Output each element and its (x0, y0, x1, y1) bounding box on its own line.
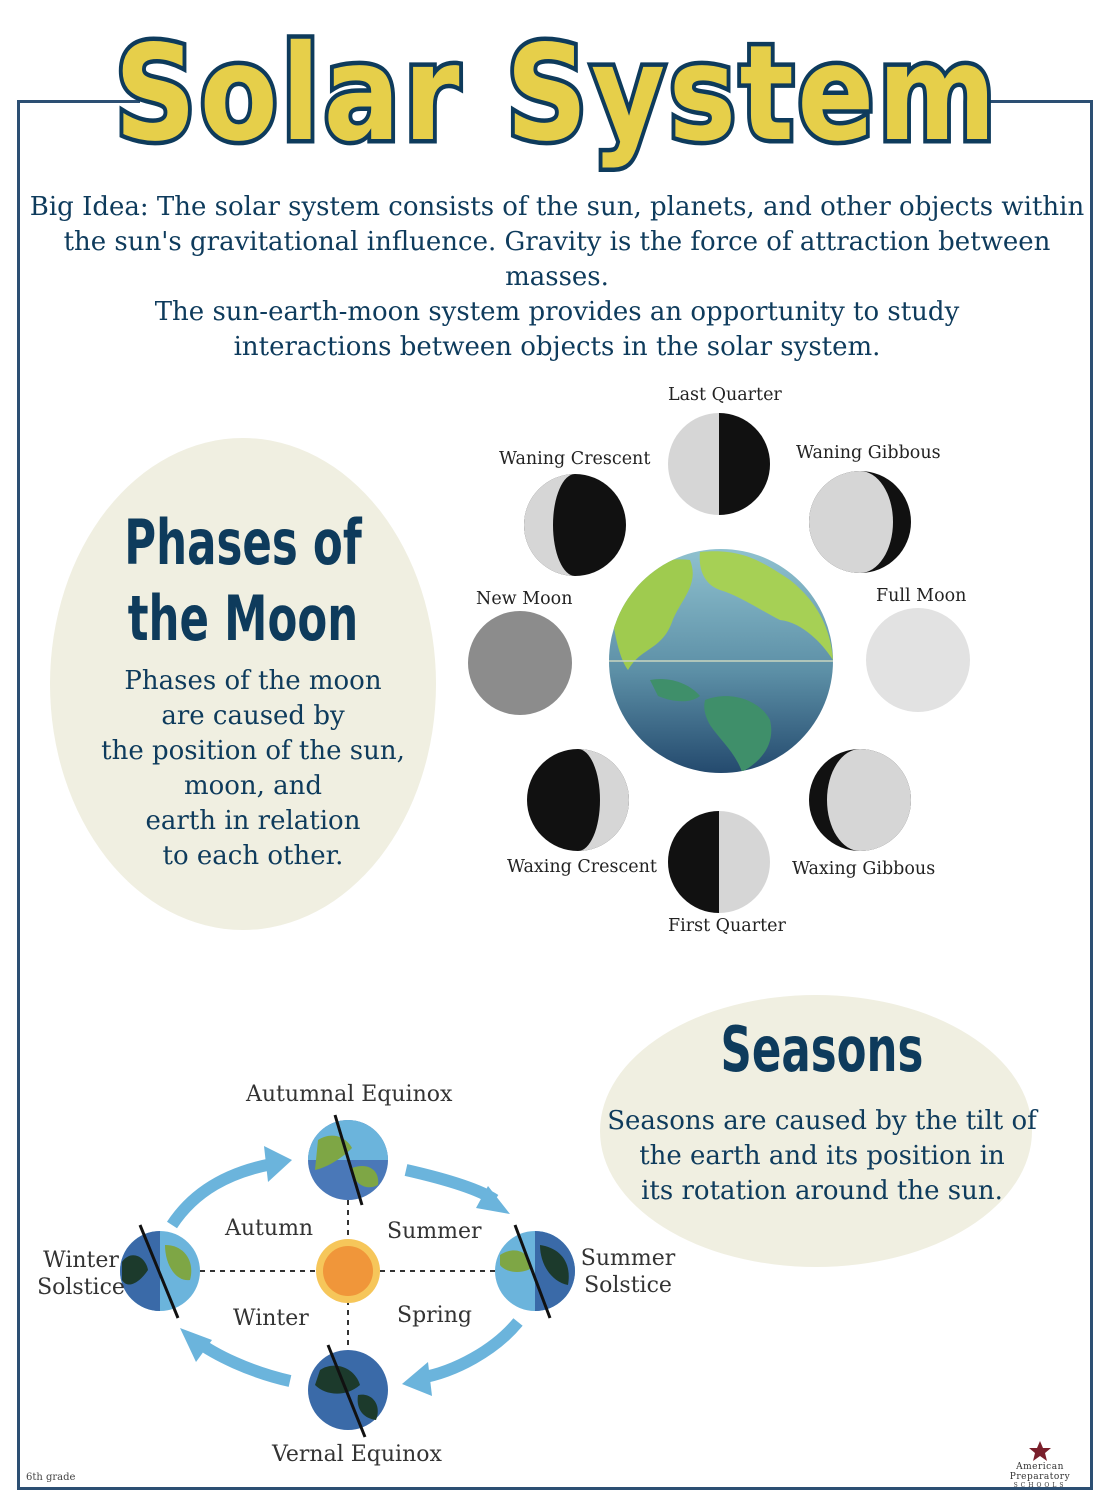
sun-icon (316, 1239, 380, 1303)
logo-sub: SCHOOLS (1013, 1482, 1067, 1489)
label-new-moon: New Moon (476, 589, 573, 609)
label-summer-solstice-line: Solstice (584, 1273, 672, 1298)
seasons-text-line: Seasons are caused by the tilt of (607, 1106, 1037, 1136)
label-full-moon: Full Moon (876, 586, 967, 606)
grade-label: 6th grade (26, 1472, 76, 1483)
label-waxing-crescent: Waxing Crescent (507, 857, 657, 877)
label-summer-solstice-line: Summer (580, 1246, 676, 1271)
seasons-text-line: the earth and its position in (639, 1141, 1005, 1171)
school-logo (985, 1440, 1095, 1489)
label-waning-gibbous: Waning Gibbous (796, 443, 941, 463)
earth-summer-solstice (495, 1225, 575, 1318)
label-summer-solstice (580, 1245, 676, 1299)
label-autumn: Autumn (225, 1216, 314, 1241)
moon-text-line: to each other. (162, 841, 344, 871)
big-idea-line: Big Idea: The solar system consists of the sun, planets, and other objects within (29, 192, 1085, 222)
page-title: Solar System (114, 17, 1000, 171)
logo-name: American Preparatory (1009, 1462, 1071, 1482)
label-winter-solstice (36, 1247, 126, 1301)
moon-text-line: Phases of the moon (124, 666, 382, 696)
label-spring: Spring (397, 1303, 472, 1328)
seasons-text-line: its rotation around the sun. (641, 1176, 1003, 1206)
label-summer: Summer (387, 1219, 482, 1244)
big-idea-line: the sun's gravitational influence. Gravity is the force of attraction between masses. (63, 227, 1051, 292)
big-idea-line: interactions between objects in the solar system. (233, 332, 881, 362)
moon-text-line: earth in relation (145, 806, 361, 836)
moon-text-line: moon, and (183, 771, 323, 801)
star-icon (1028, 1440, 1052, 1462)
earth-winter-solstice (120, 1225, 200, 1318)
label-last-quarter: Last Quarter (668, 385, 782, 405)
seasons-heading: Seasons (720, 1013, 924, 1086)
moon-text-line: are caused by (161, 701, 345, 731)
label-autumnal-equinox: Autumnal Equinox (246, 1082, 453, 1107)
big-idea-line: The sun-earth-moon system provides an opportunity to study (154, 297, 960, 327)
label-waxing-gibbous: Waxing Gibbous (792, 859, 936, 879)
earth-vernal-equinox (308, 1345, 388, 1437)
label-winter-solstice-line: Solstice (37, 1275, 125, 1300)
moon-heading-line: Phases of (124, 506, 362, 579)
label-first-quarter: First Quarter (668, 916, 786, 936)
label-vernal-equinox: Vernal Equinox (272, 1442, 442, 1467)
label-winter: Winter (233, 1306, 309, 1331)
label-waning-crescent: Waning Crescent (499, 449, 651, 469)
moon-text-line: the position of the sun, (101, 736, 405, 766)
moon-heading-line: the Moon (127, 582, 359, 655)
label-winter-solstice-line: Winter (43, 1248, 119, 1273)
earth-autumnal-equinox (308, 1115, 388, 1205)
